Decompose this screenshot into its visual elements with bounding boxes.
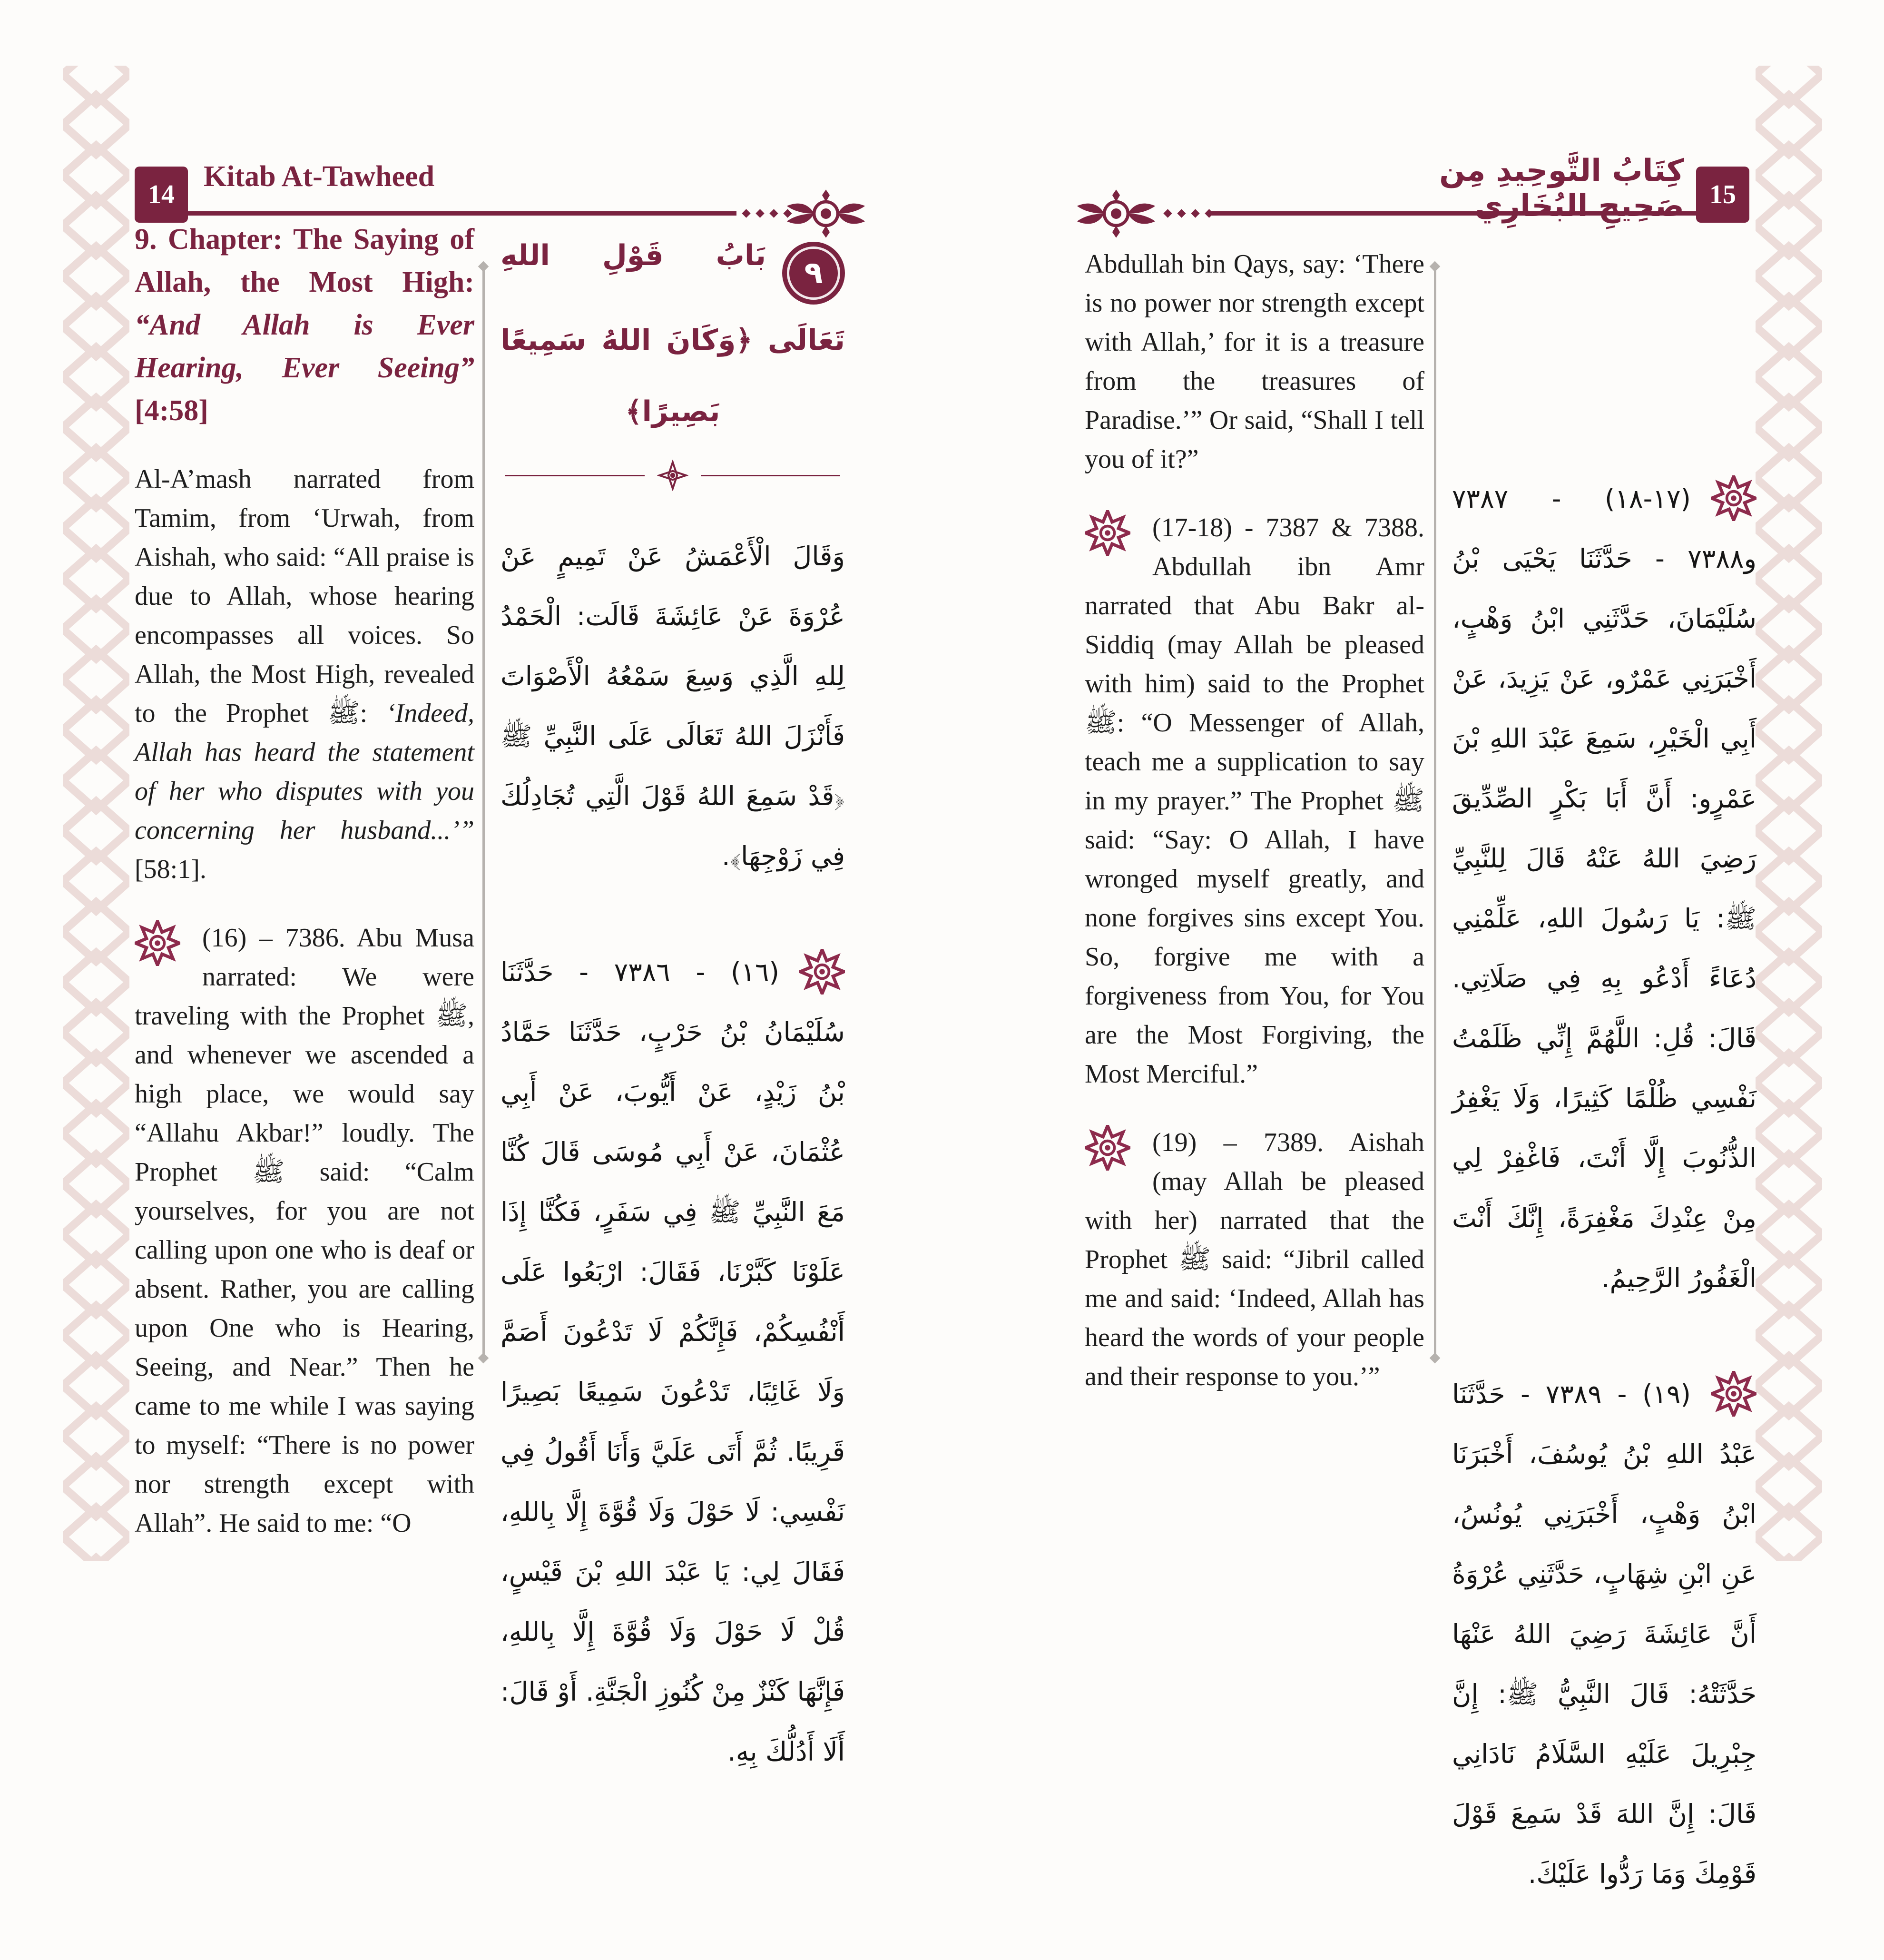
hadith-number: (17-18) - 7387 & 7388. (1152, 513, 1424, 542)
chapter-heading-lead: 9. Chapter: The Saying of Allah, the Most High: (135, 223, 474, 298)
rosette-icon (1085, 510, 1130, 556)
running-head-right-arabic: كِتَابُ التَّوحِيدِ مِن صَحِيحِ البُخَارِي (1439, 153, 1684, 224)
arabic-chapter-number: ٩ (804, 256, 823, 291)
english-column-left-page (135, 218, 474, 1572)
page-number-badge-right: 15 (1696, 167, 1749, 223)
arabic-hadith-text: حَدَّثَنَا يَحْيَى بْنُ سُلَيْمَانَ، حَدَّثَنِي ابْنُ وَهْبٍ، أَخْبَرَنِي عَمْرٌو، عَنْ يَزِيدَ، عَنْ أَبِي الْخَيْرِ، سَمِعَ عَبْدَ اللهِ بْنَ عَمْرٍو: أَنَّ أَبَا بَكْرٍ الصِّدِّيقَ رَضِيَ اللهُ عَنْهُ قَالَ لِلنَّبِيِّ ﷺ: يَا رَسُولَ اللهِ، عَلِّمْنِي دُعَاءً أَدْعُو بِهِ فِي صَلَاتِي. قَالَ: قُلِ: اللَّهُمَّ إِنِّي ظَلَمْتُ نَفْسِي ظُلْمًا كَثِيرًا، وَلَا يَغْفِرُ الذُّنُوبَ إِلَّا أَنْتَ، فَاغْفِرْ لِي مِنْ عِنْدِكَ مَغْفِرَةً، إِنَّكَ أَنْتَ الْغَفُورُ الرَّحِيمُ. (1452, 543, 1756, 1293)
divider-flower-icon (657, 460, 688, 491)
rosette-icon (135, 920, 180, 966)
arabic-column-left-page (500, 220, 845, 1838)
chapter-number-medallion-icon (782, 242, 845, 305)
arabic-hadith-number: (١٧-١٨) - ٧٣٨٧ و٧٣٨٨ - (1452, 483, 1756, 574)
column-divider-left-page (482, 267, 485, 1357)
english-column-right-page (1085, 245, 1424, 1426)
arabic-column-right-page (1452, 469, 1756, 1960)
decorative-border-left (63, 66, 129, 1561)
arabic-paragraph: وَقَالَ الْأَعْمَشُ عَنْ تَمِيمٍ عَنْ عُرْوَةَ عَنْ عَائِشَةَ قَالَت: الْحَمْدُ لِلهِ الَّذِي وَسِعَ سَمْعُهُ الْأَصْوَاتَ فَأَنْزَلَ اللهُ تَعَالَى عَلَى النَّبِيِّ ﷺ ﴿قَدْ سَمِعَ اللهُ قَوْلَ الَّتِي تُجَادِلُكَ فِي زَوْجِهَا﴾. (500, 541, 845, 871)
arabic-hadith-text: حَدَّثَنَا عَبْدُ اللهِ بْنُ يُوسُفَ، أَخْبَرَنَا ابْنُ وَهْبٍ، أَخْبَرَنِي يُونُسُ، عَنِ ابْنِ شِهَابٍ، حَدَّثَنِي عُرْوَةُ أَنَّ عَائِشَةَ رَضِيَ اللهُ عَنْهَا حَدَّثَتْهُ: قَالَ النَّبِيُّ ﷺ: إِنَّ جِبْرِيلَ عَلَيْهِ السَّلَامُ نَادَانِي قَالَ: إِنَّ اللهَ قَدْ سَمِعَ قَوْلَ قَوْمِكَ وَمَا رَدُّوا عَلَيْكَ. (1452, 1379, 1756, 1889)
hadith-number: (19) – 7389. (1152, 1128, 1324, 1157)
arabic-hadith-number: (١٩) - ٧٣٨٩ - (1505, 1379, 1691, 1409)
column-divider-right-page (1434, 267, 1436, 1357)
narration-text: Al-A’mash narrated from Tamim, from ‘Urwah, from Aishah, who said: “All praise is due to Allah, whose hearing encompasses all voices. So Allah, the Most High, revealed to the Prophet ﷺ: (135, 464, 474, 728)
arabic-hadith-text: حَدَّثَنَا سُلَيْمَانُ بْنُ حَرْبٍ، حَدَّثَنَا حَمَّادُ بْنُ زَيْدٍ، عَنْ أَيُّوبَ، عَنْ أَبِي عُثْمَانَ، عَنْ أَبِي مُوسَى قَالَ كُنَّا مَعَ النَّبِيِّ ﷺ فِي سَفَرٍ، فَكُنَّا إِذَا عَلَوْنَا كَبَّرْنَا، فَقَالَ: ارْبَعُوا عَلَى أَنْفُسِكُمْ، فَإِنَّكُمْ لَا تَدْعُونَ أَصَمَّ وَلَا غَائِبًا، تَدْعُونَ سَمِيعًا بَصِيرًا قَرِيبًا. ثُمَّ أَتَى عَلَيَّ وَأَنَا أَقُولُ فِي نَفْسِي: لَا حَوْلَ وَلَا قُوَّةَ إِلَّا بِاللهِ، فَقَالَ لِي: يَا عَبْدَ اللهِ بْنَ قَيْسٍ، قُلْ لَا حَوْلَ وَلَا قُوَّةَ إِلَّا بِاللهِ، فَإِنَّهَا كَنْزٌ مِنْ كُنُوزِ الْجَنَّةِ. أَوْ قَالَ: أَلَا أَدُلُّكَ بِهِ. (500, 957, 845, 1767)
verse-reference: [58:1]. (135, 855, 206, 884)
rosette-icon (799, 949, 845, 995)
header-fleuron-icon (784, 178, 868, 249)
decorative-border-right (1756, 66, 1822, 1561)
english-paragraph (135, 918, 474, 1543)
english-paragraph-continuation: Abdullah bin Qays, say: ‘There is no power nor strength except with Allah,’ for it is a treasure from the treasures of Paradise.’” Or said, “Shall I tell you of it?” (1085, 249, 1424, 474)
rosette-icon (1085, 1125, 1130, 1171)
hadith-number: (16) – 7386. (202, 923, 345, 953)
arabic-chapter-text: بَابُ قَوْلِ اللهِ تَعَالَى ﴿وَكَانَ اللهُ سَمِيعًا بَصِيرًا﴾ (500, 239, 845, 428)
english-paragraph (135, 460, 474, 889)
header-rule-left (139, 211, 736, 216)
arabic-paragraph (1452, 469, 1756, 1308)
hadith-text: Abdullah ibn Amr narrated that Abu Bakr al-Siddiq (may Allah be pleased with him) said to the Prophet ﷺ: “O Messenger of Allah, teach me a supplication to say in my prayer.” The Prophet ﷺ said: “Say: O Allah, I have wronged myself greatly, and none forgives sins except You. So, forgive me with a forgiveness from You, for You are the Most Forgiving, the Most Merciful.” (1085, 552, 1424, 1089)
hadith-text: Aishah (may Allah be pleased with her) narrated that the Prophet ﷺ said: “Jibril called me and said: ‘Indeed, Allah has heard the words of your people and their response to you.’” (1085, 1128, 1425, 1391)
english-paragraph (1085, 508, 1424, 1093)
english-paragraph (1085, 1123, 1424, 1396)
chapter-heading (135, 218, 474, 432)
rosette-icon (1711, 475, 1756, 521)
arabic-paragraph (1452, 1364, 1756, 1904)
chapter-heading-quote: “And Allah is Ever Hearing, Ever Seeing” (135, 309, 474, 384)
quran-quote-italic: ‘Indeed, Allah has heard the statement of her who disputes with you concerning her husband...’” (135, 699, 474, 845)
running-head-left: Kitab At-Tawheed (204, 160, 435, 193)
arabic-chapter-heading (500, 220, 845, 447)
header-dots-left (743, 210, 791, 217)
arabic-paragraph (500, 942, 845, 1782)
hadith-text: Abu Musa narrated: We were traveling with the Prophet ﷺ, and whenever we ascended a high place, we would say “Allahu Akbar!” loudly. The Prophet ﷺ said: “Calm yourselves, for you are not calling upon one who is deaf or absent. Rather, you are calling upon One who is Hearing, Seeing, and Near.” Then he came to me while I was saying to myself: “There is no power nor strength except with Allah”. He said to me: “O (135, 923, 474, 1538)
chapter-heading-reference: [4:58] (135, 394, 208, 427)
ornamental-divider (505, 460, 840, 491)
arabic-hadith-number: (١٦) - ٧٣٨٦ - (553, 957, 779, 987)
header-dots-right (1165, 210, 1212, 217)
header-fleuron-icon (1074, 178, 1158, 249)
page-number-badge-left: 14 (135, 167, 188, 223)
rosette-icon (1711, 1371, 1756, 1417)
